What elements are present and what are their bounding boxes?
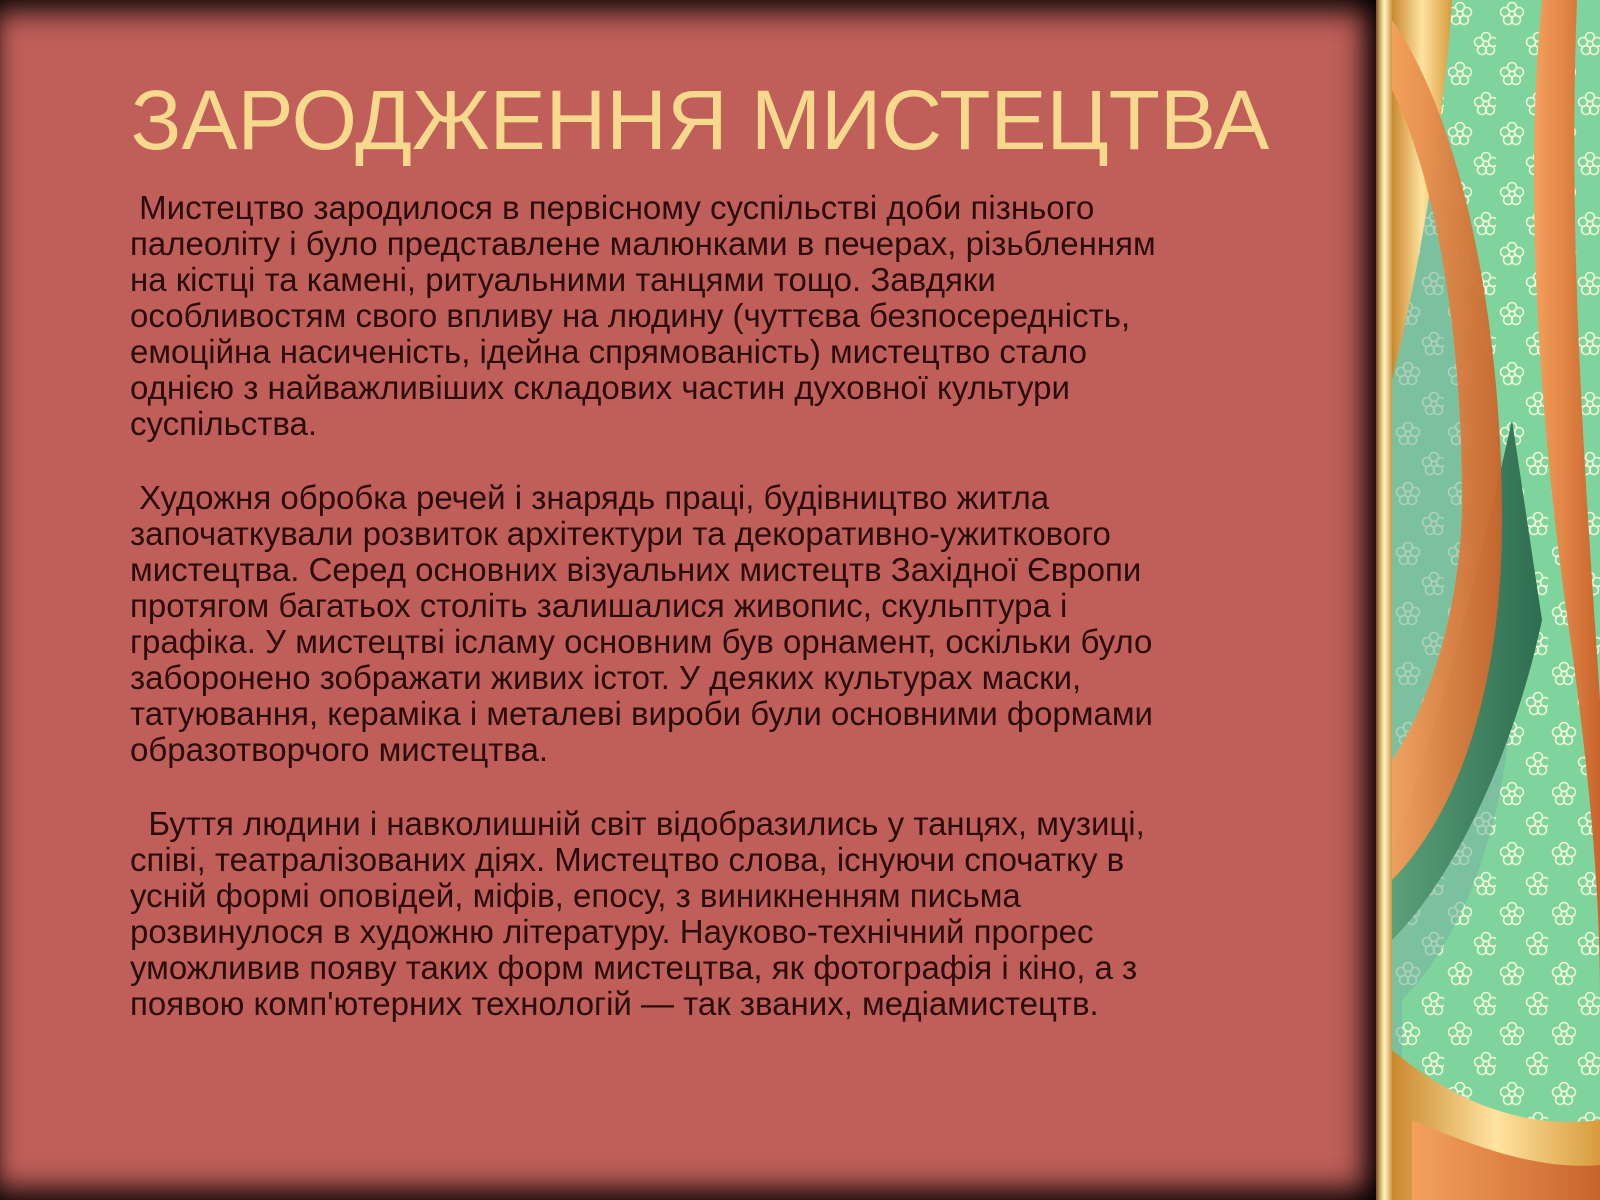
text-line: розвинулося в художню літературу. Науково-технічний прогрес: [130, 913, 1094, 950]
text-line: заборонено зображати живих істот. У деяких культурах маски,: [130, 659, 1082, 696]
paragraph-2: [130, 480, 1360, 768]
text-line: татуювання, кераміка і металеві вироби були основними формами: [130, 695, 1153, 732]
paragraph-3: [130, 806, 1360, 1022]
text-line: графіка. У мистецтві ісламу основним був орнамент, оскільки було: [130, 623, 1153, 660]
slide-body: [130, 190, 1360, 1060]
text-line: започаткували розвиток архітектури та декоративно-ужиткового: [130, 515, 1111, 552]
text-line: палеоліту і було представлене малюнками в печерах, різьбленням: [130, 225, 1156, 262]
decorative-ribbon-panel: [1392, 0, 1600, 1200]
text-line: Художня обробка речей і знарядь праці, будівництво житла: [130, 479, 1050, 516]
text-line: усній формі оповідей, міфів, епосу, з виникненням письма: [130, 877, 1021, 914]
slide-title: ЗАРОДЖЕННЯ МИСТЕЦТВА: [130, 73, 1270, 167]
text-line: особливостям свого впливу на людину (чуттєва безпосередність,: [130, 297, 1131, 334]
text-line: появою комп'ютерних технологій — так званих, медіамистецтв.: [130, 985, 1099, 1022]
text-line: протягом багатьох століть залишалися живопис, скульптура і: [130, 587, 1068, 624]
text-line: мистецтва. Серед основних візуальних мистецтв Західної Європи: [130, 551, 1142, 588]
text-line: Мистецтво зародилося в первісному суспільстві доби пізнього: [130, 189, 1095, 226]
text-line: образотворчого мистецтва.: [130, 731, 549, 768]
gold-divider-bar: [1376, 0, 1392, 1200]
text-line: емоційна насиченість, ідейна спрямованість) мистецтво стало: [130, 333, 1087, 370]
text-line: уможливив появу таких форм мистецтва, як фотографія і кіно, а з: [130, 949, 1138, 986]
paragraph-1: [130, 190, 1360, 442]
text-line: на кістці та камені, ритуальними танцями тощо. Завдяки: [130, 261, 996, 298]
text-line: Буття людини і навколишній світ відобразились у танцях, музиці,: [130, 805, 1145, 842]
text-line: співі, театралізованих діях. Мистецтво слова, існуючи спочатку в: [130, 841, 1125, 878]
text-line: однією з найважливіших складових частин духовної культури: [130, 369, 1070, 406]
text-line: суспільства.: [130, 405, 318, 442]
